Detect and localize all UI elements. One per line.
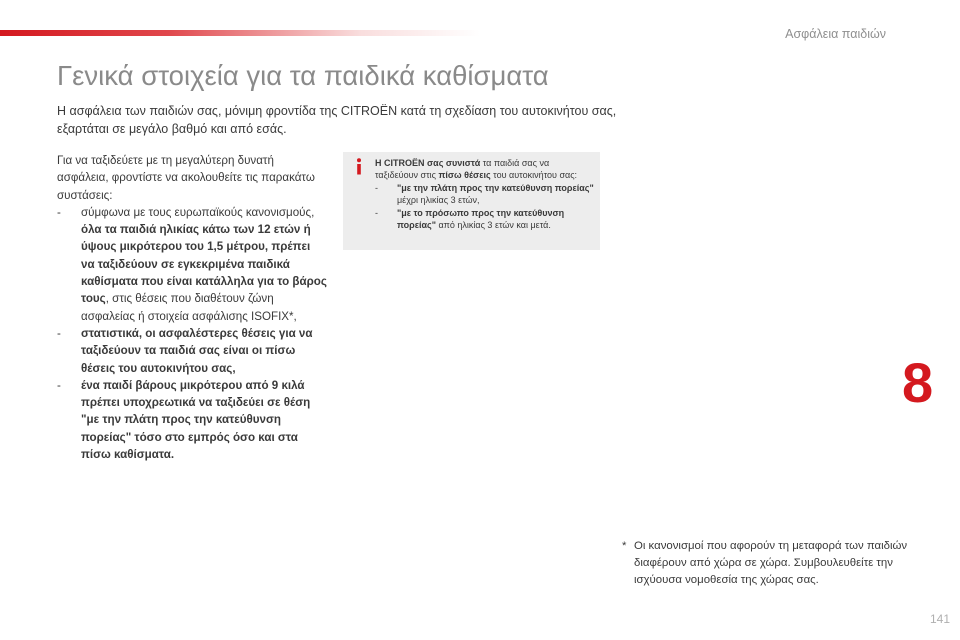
info-lead-text: τα παιδιά σας να ταξιδεύουν στις — [375, 158, 550, 181]
footnote-marker: * — [622, 540, 627, 552]
footnote — [622, 538, 922, 588]
item-bold-text: "με την πλάτη προς την κατεύθυνση πορείας" — [397, 182, 594, 193]
info-lead-text-2: του αυτοκινήτου σας: — [490, 170, 578, 181]
info-list — [375, 182, 594, 232]
recommendations-list — [57, 204, 327, 463]
list-dash: - — [57, 378, 61, 392]
recommendations-column — [57, 152, 327, 463]
page-number: 141 — [929, 612, 950, 626]
list-item — [57, 325, 327, 377]
item-text: μέχρι ηλικίας 3 ετών, — [397, 195, 480, 206]
info-lead-bold-2: πίσω θέσεις — [438, 170, 491, 181]
item-bold-text: ένα παιδί βάρους μικρότερου από 9 κιλά πρέπει υποχρεωτικά να ταξιδεύει σε θέση "με την πλάτη προς την κατεύθυνση πορείας" τόσο στο εμπρός όσο και στα πίσω καθίσματα. — [81, 378, 311, 462]
list-item — [375, 207, 594, 232]
recommendations-lead: Για να ταξιδεύετε με τη μεγαλύτερη δυνατή ασφάλεια, φροντίστε να ακολουθείτε τις παρακάτω συστάσεις: — [57, 154, 315, 202]
item-bold-text: στατιστικά, οι ασφαλέστερες θέσεις για να ταξιδεύουν τα παιδιά σας είναι οι πίσω θέσεις του αυτοκινήτου σας, — [81, 326, 313, 375]
item-text: σύμφωνα με τους ευρωπαϊκούς κανονισμούς, — [81, 205, 315, 219]
header-accent-bar — [0, 30, 480, 36]
item-bold-text: "με το πρόσωπο προς την κατεύθυνση πορείας" — [397, 207, 565, 231]
section-title: Ασφάλεια παιδιών — [785, 27, 886, 41]
footnote-text: Οι κανονισμοί που αφορούν τη μεταφορά των παιδιών διαφέρουν από χώρα σε χώρα. Συμβουλευθείτε την ισχύουσα νομοθεσία της χώρας σας. — [634, 540, 908, 586]
item-text: από ηλικίας 3 ετών και μετά. — [435, 220, 551, 231]
list-dash: - — [375, 207, 378, 218]
item-text: , στις θέσεις που διαθέτουν ζώνη ασφαλείας ή στοιχεία ασφάλισης ISOFIX*, — [81, 292, 297, 323]
info-lead — [375, 157, 594, 182]
intro-paragraph: Η ασφάλεια των παιδιών σας, μόνιμη φροντίδα της CITROËN κατά τη σχεδίαση του αυτοκινήτου σας, εξαρτάται σε μεγάλο βαθμό και από εσάς. — [57, 104, 617, 136]
page-title: Γενικά στοιχεία για τα παιδικά καθίσματα — [57, 60, 549, 91]
list-item — [375, 182, 594, 207]
item-bold-text: όλα τα παιδιά ηλικίας κάτω των 12 ετών ή ύψους μικρότερου του 1,5 μέτρου, πρέπει να ταξιδεύουν σε εγκεκριμένα παιδικά καθίσματα που είναι κατάλληλα για το βάρος τους — [81, 223, 327, 306]
info-icon — [353, 158, 365, 175]
list-dash: - — [57, 326, 61, 340]
list-item — [57, 377, 327, 463]
chapter-number: 8 — [902, 351, 934, 414]
info-box — [343, 152, 600, 250]
list-item — [57, 204, 327, 325]
list-dash: - — [375, 182, 378, 193]
list-dash: - — [57, 205, 61, 219]
info-lead-bold: Η CITROËN σας συνιστά — [375, 158, 481, 168]
